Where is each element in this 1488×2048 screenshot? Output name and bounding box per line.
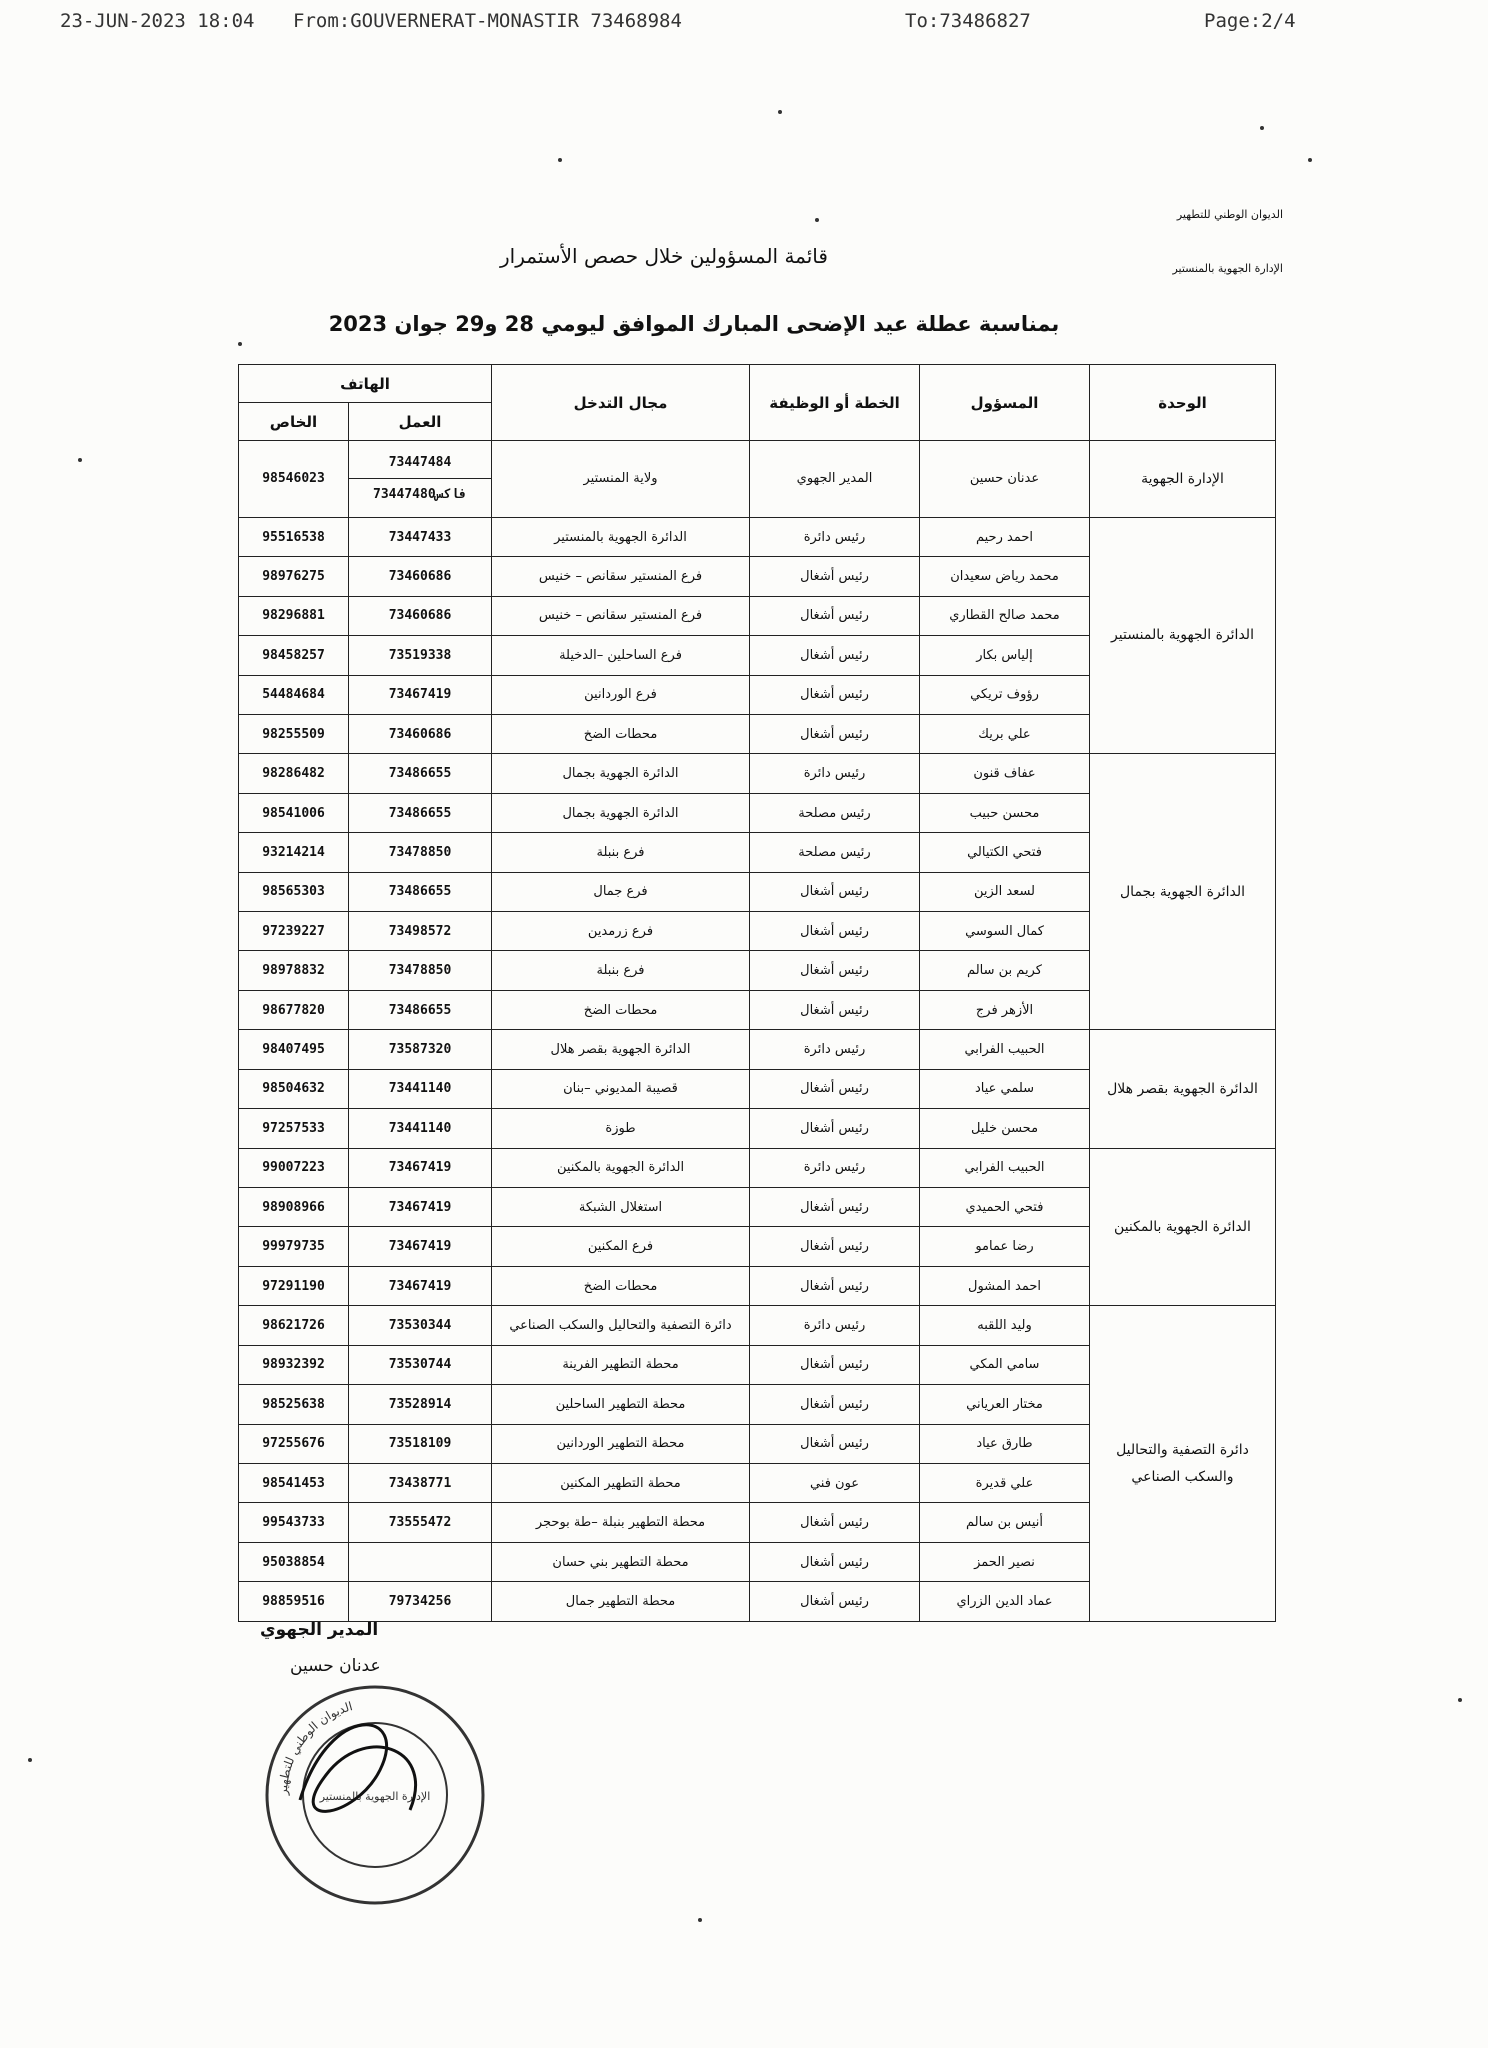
unit-cell: الدائرة الجهوية بجمال bbox=[1090, 754, 1276, 1030]
role-cell: رئيس أشغال bbox=[750, 1345, 920, 1384]
responsible-cell: رضا عمامو bbox=[920, 1227, 1090, 1266]
header-responsible: المسؤول bbox=[920, 365, 1090, 441]
header-phone: الهاتف bbox=[239, 365, 492, 403]
area-cell: محطة التطهير الوردانين bbox=[492, 1424, 750, 1463]
role-cell: رئيس أشغال bbox=[750, 1109, 920, 1148]
work-phone-cell: 73518109 bbox=[349, 1424, 492, 1463]
header-unit: الوحدة bbox=[1090, 365, 1276, 441]
area-cell: ولاية المنستير bbox=[492, 441, 750, 518]
private-phone-cell: 98859516 bbox=[239, 1582, 349, 1622]
stamp-ring-text: الديوان الوطني للتطهير bbox=[275, 1699, 355, 1796]
area-cell: محطة التطهير الساحلين bbox=[492, 1385, 750, 1424]
role-cell: رئيس أشغال bbox=[750, 951, 920, 990]
work-phone-cell: 73486655 bbox=[349, 990, 492, 1029]
signatory-title: المدير الجهوي bbox=[260, 1620, 379, 1640]
work-phone-cell: 73467419 bbox=[349, 1148, 492, 1187]
private-phone-cell: 98932392 bbox=[239, 1345, 349, 1384]
responsible-cell: فتحي الحميدي bbox=[920, 1188, 1090, 1227]
role-cell: رئيس دائرة bbox=[750, 517, 920, 556]
area-cell: قصيبة المديوني –بنان bbox=[492, 1069, 750, 1108]
work-phone-cell: 73478850 bbox=[349, 951, 492, 990]
work-phone-cell: 73467419 bbox=[349, 675, 492, 714]
responsible-cell: محمد صالح القطاري bbox=[920, 596, 1090, 635]
responsible-cell: طارق عياد bbox=[920, 1424, 1090, 1463]
work-phone-cell: 73441140 bbox=[349, 1109, 492, 1148]
responsible-cell: سلمي عياد bbox=[920, 1069, 1090, 1108]
responsible-cell: الأزهر فرج bbox=[920, 990, 1090, 1029]
responsible-cell: فتحي الكتيالي bbox=[920, 833, 1090, 872]
unit-cell: الدائرة الجهوية بالمكنين bbox=[1090, 1148, 1276, 1306]
area-cell: فرع المنستير سقانص – خنيس bbox=[492, 596, 750, 635]
private-phone-cell: 97239227 bbox=[239, 912, 349, 951]
private-phone-cell: 93214214 bbox=[239, 833, 349, 872]
work-phone-cell: 73519338 bbox=[349, 636, 492, 675]
responsible-cell: محمد رياض سعيدان bbox=[920, 557, 1090, 596]
responsible-cell: احمد رحيم bbox=[920, 517, 1090, 556]
area-cell: الدائرة الجهوية بجمال bbox=[492, 793, 750, 832]
responsible-cell: كمال السوسي bbox=[920, 912, 1090, 951]
header-role: الخطة أو الوظيفة bbox=[750, 365, 920, 441]
area-cell: محطة التطهير المكنين bbox=[492, 1463, 750, 1502]
work-phone-cell: 73467419 bbox=[349, 1188, 492, 1227]
role-cell: رئيس أشغال bbox=[750, 596, 920, 635]
responsible-cell: مختار العرياني bbox=[920, 1385, 1090, 1424]
work-phone-cell: 73587320 bbox=[349, 1030, 492, 1069]
role-cell: رئيس أشغال bbox=[750, 990, 920, 1029]
work-phone-cell: 73486655 bbox=[349, 872, 492, 911]
responsible-cell: محسن خليل bbox=[920, 1109, 1090, 1148]
area-cell: فرع بنبلة bbox=[492, 833, 750, 872]
area-cell: الدائرة الجهوية بالمنستير bbox=[492, 517, 750, 556]
work-phone-cell: 73460686 bbox=[349, 714, 492, 753]
role-cell: رئيس دائرة bbox=[750, 754, 920, 793]
work-phone-cell: 79734256 bbox=[349, 1582, 492, 1622]
role-cell: رئيس مصلحة bbox=[750, 793, 920, 832]
area-cell: محطات الضخ bbox=[492, 1266, 750, 1305]
private-phone-cell: 98976275 bbox=[239, 557, 349, 596]
private-phone-cell: 99979735 bbox=[239, 1227, 349, 1266]
area-cell: محطات الضخ bbox=[492, 990, 750, 1029]
private-phone-cell: 98565303 bbox=[239, 872, 349, 911]
work-phone-cell: 73530344 bbox=[349, 1306, 492, 1345]
area-cell: محطات الضخ bbox=[492, 714, 750, 753]
responsible-cell: الحبيب الفرابي bbox=[920, 1148, 1090, 1187]
private-phone-cell: 98621726 bbox=[239, 1306, 349, 1345]
role-cell: رئيس أشغال bbox=[750, 1227, 920, 1266]
area-cell: فرع زرمدين bbox=[492, 912, 750, 951]
responsible-cell: كريم بن سالم bbox=[920, 951, 1090, 990]
responsible-cell: إلياس بكار bbox=[920, 636, 1090, 675]
role-cell: رئيس أشغال bbox=[750, 872, 920, 911]
area-cell: فرع بنبلة bbox=[492, 951, 750, 990]
private-phone-cell: 98407495 bbox=[239, 1030, 349, 1069]
private-phone-cell: 95516538 bbox=[239, 517, 349, 556]
private-phone-cell: 98908966 bbox=[239, 1188, 349, 1227]
private-phone-cell: 99007223 bbox=[239, 1148, 349, 1187]
fax-from: From:GOUVERNERAT-MONASTIR 73468984 bbox=[293, 10, 682, 32]
work-phone-cell: 73438771 bbox=[349, 1463, 492, 1502]
area-cell: الدائرة الجهوية بقصر هلال bbox=[492, 1030, 750, 1069]
responsible-cell: أنيس بن سالم bbox=[920, 1503, 1090, 1542]
work-phone-cell: 73486655 bbox=[349, 754, 492, 793]
area-cell: استغلال الشبكة bbox=[492, 1188, 750, 1227]
signatory-name: عدنان حسين bbox=[290, 1656, 381, 1676]
org-name: الديوان الوطني للتطهير bbox=[1176, 208, 1283, 221]
work-phone-cell: 73467419 bbox=[349, 1227, 492, 1266]
role-cell: رئيس أشغال bbox=[750, 1424, 920, 1463]
fax-date-time: 23-JUN-2023 18:04 bbox=[60, 10, 255, 32]
private-phone-cell: 99543733 bbox=[239, 1503, 349, 1542]
role-cell: رئيس دائرة bbox=[750, 1306, 920, 1345]
role-cell: عون فني bbox=[750, 1463, 920, 1502]
unit-cell: دائرة التصفية والتحاليل والسكب الصناعي bbox=[1090, 1306, 1276, 1622]
responsible-cell: علي بريك bbox=[920, 714, 1090, 753]
private-phone-cell: 98541006 bbox=[239, 793, 349, 832]
responsible-cell: محسن حبيب bbox=[920, 793, 1090, 832]
role-cell: رئيس مصلحة bbox=[750, 833, 920, 872]
work-phone-cell: 73486655 bbox=[349, 793, 492, 832]
role-cell: رئيس أشغال bbox=[750, 636, 920, 675]
role-cell: رئيس أشغال bbox=[750, 557, 920, 596]
area-cell: محطة التطهير الفرينة bbox=[492, 1345, 750, 1384]
area-cell: الدائرة الجهوية بجمال bbox=[492, 754, 750, 793]
private-phone-cell: 98255509 bbox=[239, 714, 349, 753]
fax-value: 73447480 bbox=[373, 487, 436, 503]
private-phone-cell: 98525638 bbox=[239, 1385, 349, 1424]
role-cell: رئيس أشغال bbox=[750, 675, 920, 714]
private-phone-cell: 98546023 bbox=[239, 441, 349, 518]
role-cell: رئيس أشغال bbox=[750, 1503, 920, 1542]
private-phone-cell: 54484684 bbox=[239, 675, 349, 714]
fax-page: Page:2/4 bbox=[1204, 10, 1296, 32]
responsible-cell: علي قديرة bbox=[920, 1463, 1090, 1502]
role-cell: رئيس أشغال bbox=[750, 1069, 920, 1108]
private-phone-cell: 98677820 bbox=[239, 990, 349, 1029]
responsible-cell: عدنان حسين bbox=[920, 441, 1090, 518]
responsible-cell: رؤوف تريكي bbox=[920, 675, 1090, 714]
work-phone-cell: 73528914 bbox=[349, 1385, 492, 1424]
area-cell: محطة التطهير بني حسان bbox=[492, 1542, 750, 1581]
private-phone-cell: 97255676 bbox=[239, 1424, 349, 1463]
fax-label: فاكس bbox=[435, 487, 467, 503]
area-cell: فرع الساحلين –الدخيلة bbox=[492, 636, 750, 675]
role-cell: رئيس أشغال bbox=[750, 912, 920, 951]
work-phone-cell: 73498572 bbox=[349, 912, 492, 951]
private-phone-cell: 98541453 bbox=[239, 1463, 349, 1502]
document-subtitle: بمناسبة عطلة عيد الإضحى المبارك الموافق ليومي 28 و29 جوان 2023 bbox=[328, 312, 1060, 336]
responsible-cell: وليد اللقبه bbox=[920, 1306, 1090, 1345]
responsible-cell: نصير الحمز bbox=[920, 1542, 1090, 1581]
work-phone-cell: 73441140 bbox=[349, 1069, 492, 1108]
area-cell: محطة التطهير جمال bbox=[492, 1582, 750, 1622]
stamp-center-text: الإدارة الجهوية بالمنستير bbox=[319, 1790, 431, 1803]
private-phone-cell: 98296881 bbox=[239, 596, 349, 635]
role-cell: المدير الجهوي bbox=[750, 441, 920, 518]
role-cell: رئيس أشغال bbox=[750, 1582, 920, 1622]
org-direction: الإدارة الجهوية بالمنستير bbox=[1172, 262, 1283, 275]
role-cell: رئيس أشغال bbox=[750, 1188, 920, 1227]
work-phone-cell: 73478850 bbox=[349, 833, 492, 872]
role-cell: رئيس أشغال bbox=[750, 714, 920, 753]
work-phone: 73447484 bbox=[388, 455, 452, 471]
area-cell: فرع المنستير سقانص – خنيس bbox=[492, 557, 750, 596]
work-phone-cell: 73530744 bbox=[349, 1345, 492, 1384]
area-cell: محطة التطهير بنبلة –طة بوحجر bbox=[492, 1503, 750, 1542]
private-phone-cell: 97291190 bbox=[239, 1266, 349, 1305]
private-phone-cell: 98978832 bbox=[239, 951, 349, 990]
area-cell: فرع المكنين bbox=[492, 1227, 750, 1266]
private-phone-cell: 98458257 bbox=[239, 636, 349, 675]
area-cell: فرع جمال bbox=[492, 872, 750, 911]
private-phone-cell: 98286482 bbox=[239, 754, 349, 793]
work-phone-cell: 73467419 bbox=[349, 1266, 492, 1305]
role-cell: رئيس دائرة bbox=[750, 1148, 920, 1187]
responsible-cell: لسعد الزين bbox=[920, 872, 1090, 911]
private-phone-cell: 95038854 bbox=[239, 1542, 349, 1581]
area-cell: فرع الوردانين bbox=[492, 675, 750, 714]
header-area: مجال التدخل bbox=[492, 365, 750, 441]
work-phone-cell: 73460686 bbox=[349, 557, 492, 596]
area-cell: الدائرة الجهوية بالمكنين bbox=[492, 1148, 750, 1187]
unit-cell: الدائرة الجهوية بالمنستير bbox=[1090, 517, 1276, 754]
role-cell: رئيس أشغال bbox=[750, 1266, 920, 1305]
fax-to: To:73486827 bbox=[905, 10, 1031, 32]
responsible-cell: احمد المشول bbox=[920, 1266, 1090, 1305]
responsible-cell: الحبيب الفرابي bbox=[920, 1030, 1090, 1069]
role-cell: رئيس أشغال bbox=[750, 1542, 920, 1581]
area-cell: دائرة التصفية والتحاليل والسكب الصناعي bbox=[492, 1306, 750, 1345]
responsible-cell: عماد الدين الزراي bbox=[920, 1582, 1090, 1622]
work-phone-cell: 73555472 bbox=[349, 1503, 492, 1542]
private-phone-cell: 97257533 bbox=[239, 1109, 349, 1148]
document-title: قائمة المسؤولين خلال حصص الأستمرار bbox=[500, 244, 828, 268]
role-cell: رئيس أشغال bbox=[750, 1385, 920, 1424]
header-phone-work: العمل bbox=[349, 403, 492, 441]
header-phone-private: الخاص bbox=[239, 403, 349, 441]
unit-cell: الإدارة الجهوية bbox=[1090, 441, 1276, 518]
private-phone-cell: 98504632 bbox=[239, 1069, 349, 1108]
responsible-cell: سامي المكي bbox=[920, 1345, 1090, 1384]
work-phone-cell: 73460686 bbox=[349, 596, 492, 635]
area-cell: طوزة bbox=[492, 1109, 750, 1148]
role-cell: رئيس دائرة bbox=[750, 1030, 920, 1069]
work-phone-cell: 73447433 bbox=[349, 517, 492, 556]
unit-cell: الدائرة الجهوية بقصر هلال bbox=[1090, 1030, 1276, 1148]
responsible-cell: عفاف قنون bbox=[920, 754, 1090, 793]
